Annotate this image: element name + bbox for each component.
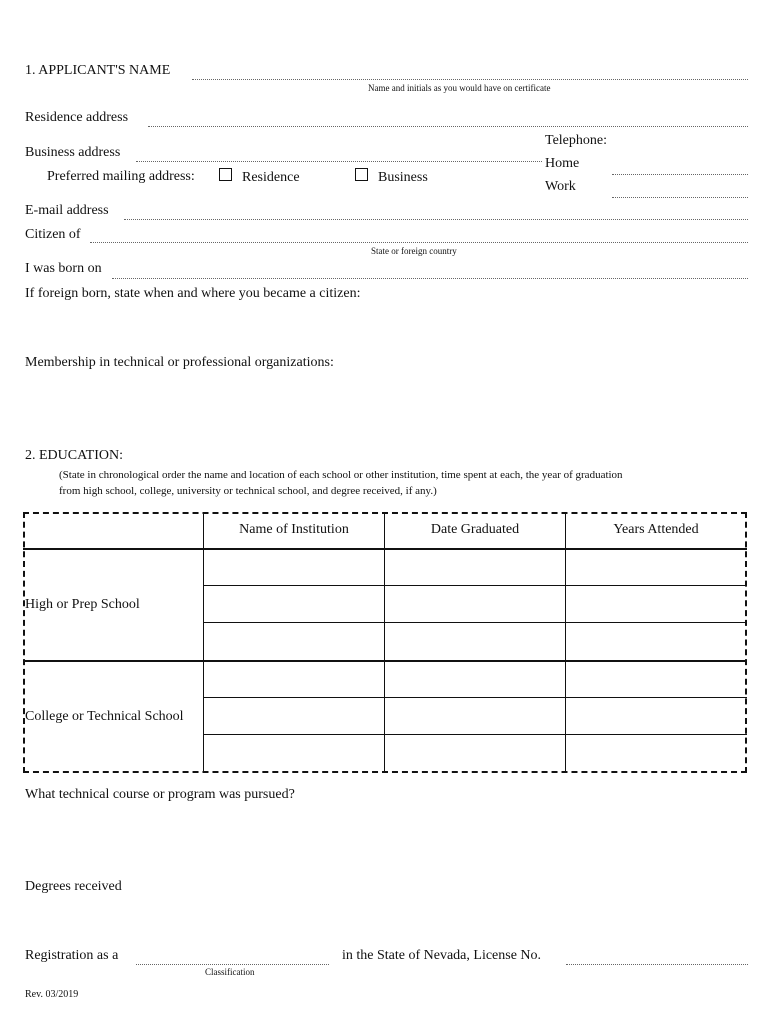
citizen-hint: State or foreign country [371, 246, 457, 256]
telephone-home-field[interactable] [612, 174, 748, 175]
education-instructions-line2: from high school, college, university or technical school, and degree received, if any.) [59, 485, 437, 497]
telephone-work-label: Work [545, 179, 576, 194]
residence-option-label: Residence [242, 170, 300, 185]
license-number-field[interactable] [566, 964, 748, 965]
applicant-name-label: 1. APPLICANT'S NAME [25, 63, 171, 78]
education-heading: 2. EDUCATION: [25, 448, 123, 463]
classification-field[interactable] [136, 964, 329, 965]
registration-label: Registration as a [25, 948, 119, 963]
residence-address-label: Residence address [25, 110, 129, 125]
revision-date: Rev. 03/2019 [25, 989, 79, 1000]
table-top-border [23, 512, 747, 514]
citizen-field[interactable] [90, 242, 748, 243]
telephone-home-label: Home [545, 156, 580, 171]
table-left-border [23, 512, 25, 773]
membership-label: Membership in technical or professional organizations: [25, 355, 334, 370]
table-row-rule [204, 697, 747, 698]
state-license-label: in the State of Nevada, License No. [342, 948, 542, 963]
column-header-years-attended: Years Attended [613, 522, 699, 537]
column-header-date-graduated: Date Graduated [430, 522, 520, 537]
table-row-rule [204, 585, 747, 586]
column-header-institution: Name of Institution [239, 522, 349, 537]
classification-hint: Classification [205, 967, 255, 977]
applicant-name-hint: Name and initials as you would have on certificate [368, 83, 551, 93]
table-col-rule [384, 512, 385, 773]
table-group-rule [23, 660, 747, 662]
table-row-rule [204, 734, 747, 735]
applicant-name-field[interactable] [192, 79, 748, 80]
table-right-border [745, 512, 747, 773]
email-label: E-mail address [25, 203, 109, 218]
row-label-high-school: High or Prep School [25, 597, 140, 612]
table-col-rule [565, 512, 566, 773]
business-address-field[interactable] [136, 161, 542, 162]
table-header-rule [23, 548, 747, 550]
email-field[interactable] [124, 219, 748, 220]
degrees-label: Degrees received [25, 879, 122, 894]
table-col-rule [203, 512, 204, 773]
telephone-label: Telephone: [545, 133, 607, 148]
born-label: I was born on [25, 261, 102, 276]
table-row-rule [204, 622, 747, 623]
table-bottom-border [23, 771, 747, 773]
course-label: What technical course or program was pursued? [25, 787, 295, 802]
residence-checkbox[interactable] [219, 168, 232, 181]
mailing-address-label: Preferred mailing address: [47, 169, 195, 184]
residence-address-field[interactable] [148, 126, 748, 127]
row-label-college: College or Technical School [25, 709, 184, 724]
born-field[interactable] [112, 278, 748, 279]
business-option-label: Business [378, 170, 428, 185]
education-instructions-line1: (State in chronological order the name and location of each school or other institution, time spent at each, the year of graduation [59, 469, 623, 481]
business-address-label: Business address [25, 145, 121, 160]
citizen-label: Citizen of [25, 227, 81, 242]
foreign-born-label: If foreign born, state when and where you became a citizen: [25, 286, 361, 301]
business-checkbox[interactable] [355, 168, 368, 181]
education-table [23, 512, 747, 772]
telephone-work-field[interactable] [612, 197, 748, 198]
